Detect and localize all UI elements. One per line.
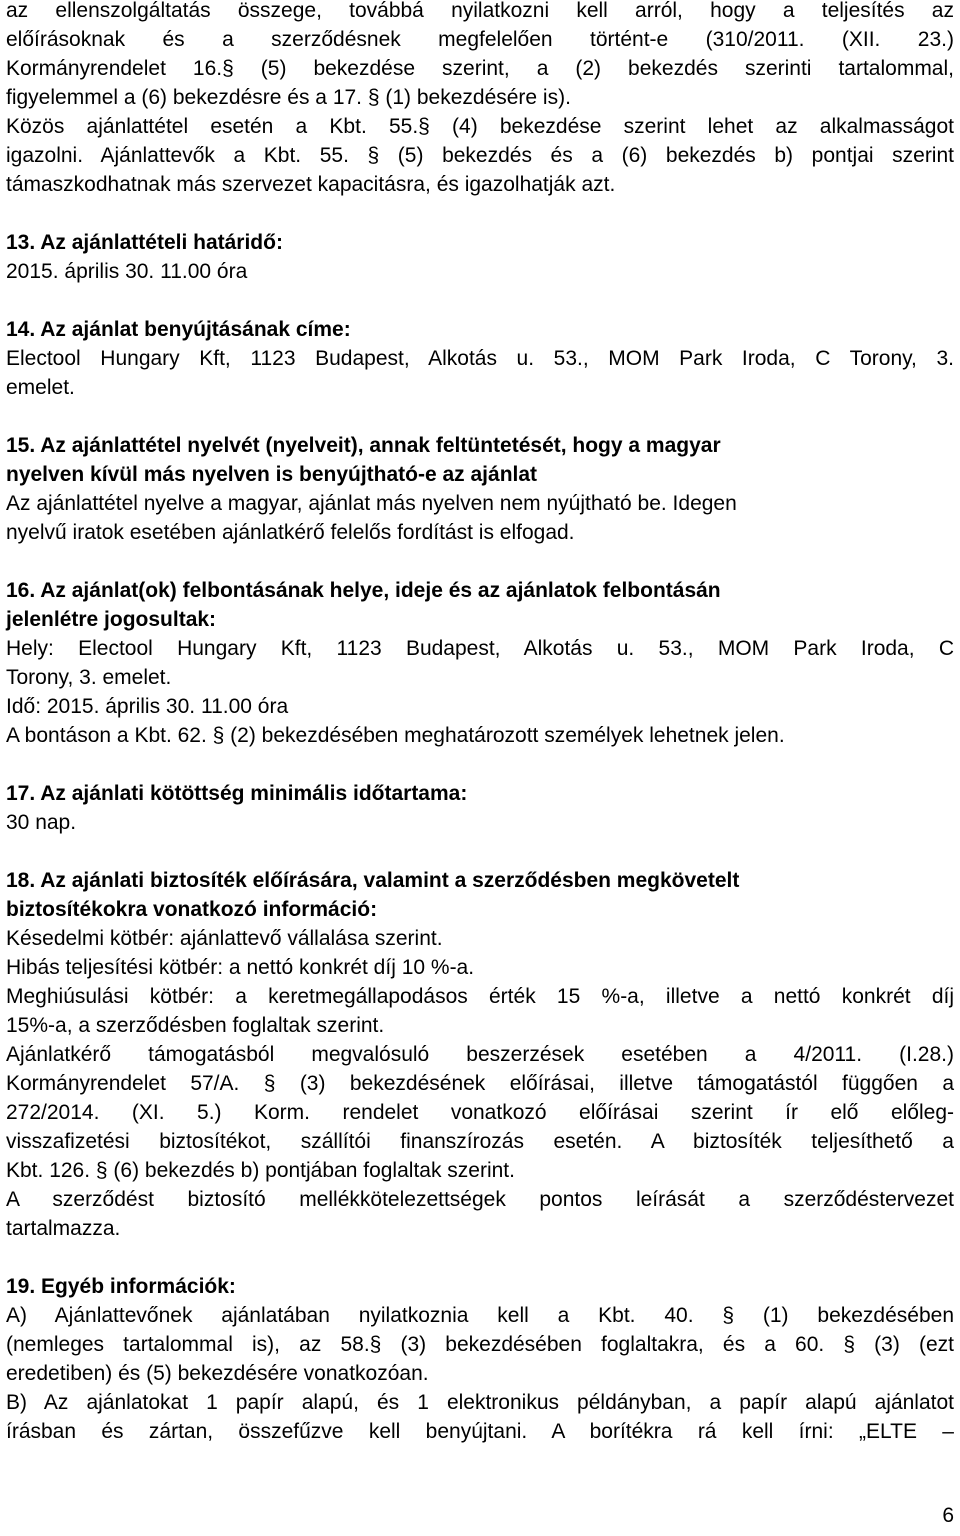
text-line: az ellenszolgáltatás összege, továbbá nyilatkozni kell arról, hogy a teljesítés az xyxy=(6,0,954,22)
section-13 xyxy=(6,228,954,286)
page-number: 6 xyxy=(942,1504,954,1527)
section-18 xyxy=(6,866,954,1243)
text-line: A) Ajánlattevőnek ajánlatában nyilatkoznia kell a Kbt. 40. § (1) bekezdésében xyxy=(6,1304,954,1327)
section-heading: biztosítékokra vonatkozó információ: xyxy=(6,898,378,921)
text-line: nyelvű iratok esetében ajánlatkérő felelős fordítást is elfogad. xyxy=(6,521,575,544)
text-line: emelet. xyxy=(6,376,75,399)
text-line: írásban és zártan, összefűzve kell benyújtani. A borítékra rá kell írni: „ELTE – xyxy=(6,1420,954,1443)
text-line: figyelemmel a (6) bekezdésre és a 17. § (1) bekezdésére is). xyxy=(6,86,571,109)
section-heading: 15. Az ajánlattétel nyelvét (nyelveit), annak feltüntetését, hogy a magyar xyxy=(6,434,721,457)
section-heading: 18. Az ajánlati biztosíték előírására, valamint a szerződésben megkövetelt xyxy=(6,869,740,892)
spacer xyxy=(6,199,954,228)
text-line: támaszkodhatnak más szervezet kapacitásra, és igazolhatják azt. xyxy=(6,173,616,196)
text-line: Torony, 3. emelet. xyxy=(6,666,172,689)
section-15 xyxy=(6,431,954,547)
text-line: előírásoknak és a szerződésnek megfelelően történt-e (310/2011. (XII. 23.) xyxy=(6,28,954,51)
section-14 xyxy=(6,315,954,402)
text-line: Közös ajánlattétel esetén a Kbt. 55.§ (4) bekezdése szerint lehet az alkalmasságot xyxy=(6,115,954,138)
text-line: Hely: Electool Hungary Kft, 1123 Budapest, Alkotás u. 53., MOM Park Iroda, C xyxy=(6,637,954,660)
section-heading: 17. Az ajánlati kötöttség minimális időtartama: xyxy=(6,782,468,805)
text-line: 15%-a, a szerződésben foglaltak szerint. xyxy=(6,1014,385,1037)
spacer xyxy=(6,750,954,779)
text-line: Idő: 2015. április 30. 11.00 óra xyxy=(6,695,289,718)
section-heading: 14. Az ajánlat benyújtásának címe: xyxy=(6,318,351,341)
section-heading: 13. Az ajánlattételi határidő: xyxy=(6,231,283,254)
section-value: 2015. április 30. 11.00 óra xyxy=(6,260,248,283)
section-heading: jelenlétre jogosultak: xyxy=(6,608,217,631)
document-page xyxy=(6,0,954,1446)
text-line: 272/2014. (XI. 5.) Korm. rendelet vonatkozó előírásai szerint ír elő előleg- xyxy=(6,1101,954,1124)
spacer xyxy=(6,837,954,866)
spacer xyxy=(6,547,954,576)
text-line: Meghiúsulási kötbér: a keretmegállapodásos érték 15 %-a, illetve a nettó konkrét díj xyxy=(6,985,954,1008)
spacer xyxy=(6,402,954,431)
text-line: Hibás teljesítési kötbér: a nettó konkrét díj 10 %-a. xyxy=(6,956,475,979)
text-line: tartalmazza. xyxy=(6,1217,121,1240)
section-heading: 16. Az ajánlat(ok) felbontásának helye, ideje és az ajánlatok felbontásán xyxy=(6,579,721,602)
text-line: Késedelmi kötbér: ajánlattevő vállalása szerint. xyxy=(6,927,443,950)
text-line: igazolni. Ajánlattevők a Kbt. 55. § (5) bekezdés és a (6) bekezdés b) pontjai szerint xyxy=(6,144,954,167)
spacer xyxy=(6,286,954,315)
text-line: Kormányrendelet 16.§ (5) bekezdése szerint, a (2) bekezdés szerinti tartalommal, xyxy=(6,57,954,80)
text-line: Ajánlatkérő támogatásból megvalósuló beszerzések esetében a 4/2011. (I.28.) xyxy=(6,1043,954,1066)
text-line: A szerződést biztosító mellékkötelezettségek pontos leírását a szerződéstervezet xyxy=(6,1188,954,1211)
text-line: B) Az ajánlatokat 1 papír alapú, és 1 elektronikus példányban, a papír alapú ajánlatot xyxy=(6,1391,954,1414)
text-line: A bontáson a Kbt. 62. § (2) bekezdésében meghatározott személyek lehetnek jelen. xyxy=(6,724,785,747)
text-line: Kbt. 126. § (6) bekezdés b) pontjában foglaltak szerint. xyxy=(6,1159,515,1182)
text-line: visszafizetési biztosítékot, szállítói finanszírozás esetén. A biztosíték teljesíthető a xyxy=(6,1130,954,1153)
section-16 xyxy=(6,576,954,750)
text-line: Az ajánlattétel nyelve a magyar, ajánlat más nyelven nem nyújtható be. Idegen xyxy=(6,492,737,515)
section-heading: 19. Egyéb információk: xyxy=(6,1275,236,1298)
text-line: Electool Hungary Kft, 1123 Budapest, Alkotás u. 53., MOM Park Iroda, C Torony, 3. xyxy=(6,347,954,370)
spacer xyxy=(6,1243,954,1272)
text-line: eredetiben) és (5) bekezdésére vonatkozóan. xyxy=(6,1362,429,1385)
section-heading: nyelven kívül más nyelven is benyújtható-e az ajánlat xyxy=(6,463,538,486)
section-value: 30 nap. xyxy=(6,811,77,834)
text-line: (nemleges tartalommal is), az 58.§ (3) bekezdésében foglaltakra, és a 60. § (3) (ezt xyxy=(6,1333,954,1356)
text-line: Kormányrendelet 57/A. § (3) bekezdésének előírásai, illetve támogatástól függően a xyxy=(6,1072,954,1095)
section-19 xyxy=(6,1272,954,1446)
section-17 xyxy=(6,779,954,837)
intro-paragraph xyxy=(6,0,954,199)
